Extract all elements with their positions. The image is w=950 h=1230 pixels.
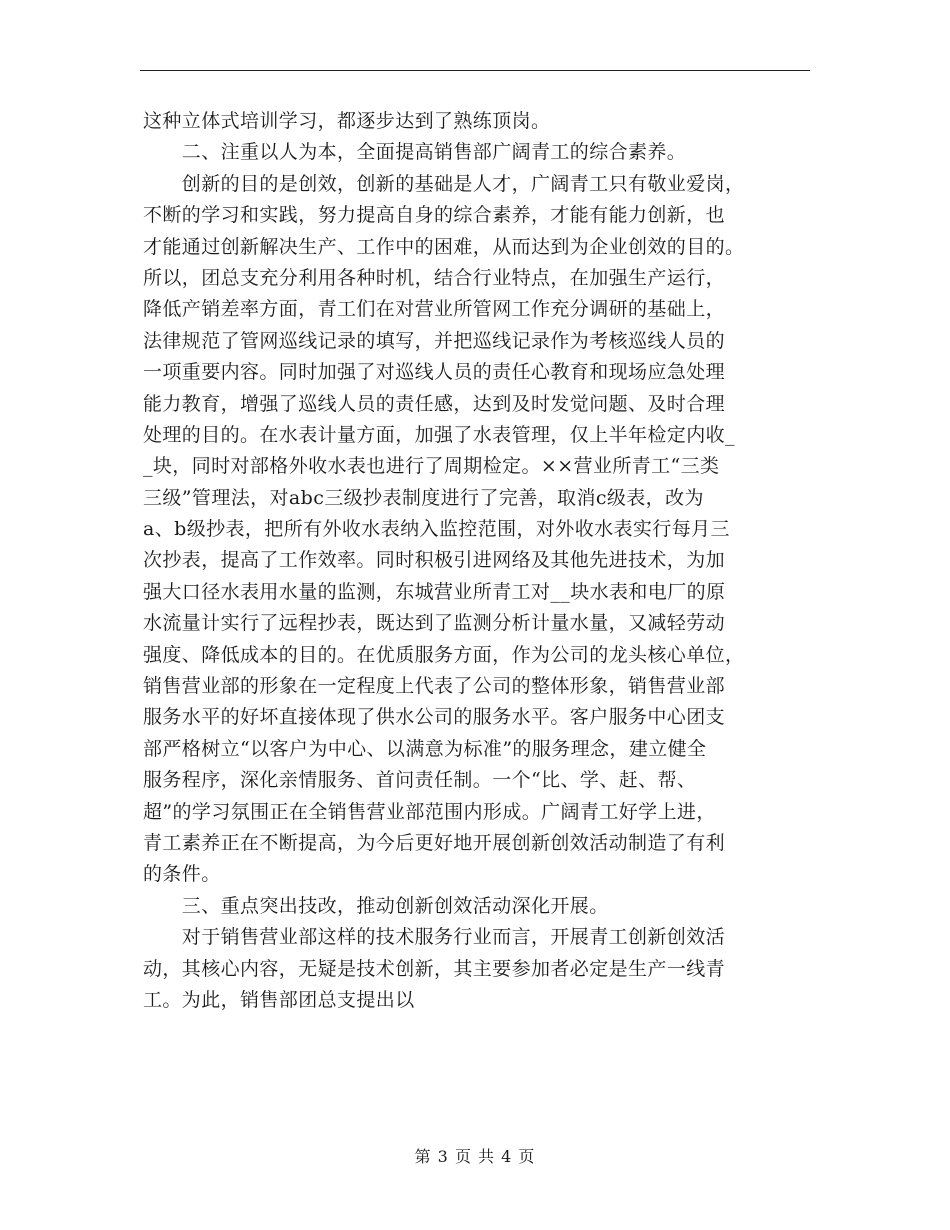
text-line: 服务程序，深化亲情服务、首问责任制。一个“比、学、赶、帮、 <box>143 769 697 792</box>
header-rule <box>140 70 810 71</box>
text-line: 处理的目的。在水表计量方面，加强了水表管理，仅上半年检定内收_ <box>143 423 735 446</box>
text-line: a、b级抄表，把所有外收水表纳入监控范围，对外收水表实行每月三 <box>143 518 730 541</box>
text-line: _块，同时对部格外收水表也进行了周期检定。××营业所青工“三类 <box>143 455 720 478</box>
section-heading: 二、注重以人为本，全面提高销售部广阔青工的综合素养。 <box>143 141 687 164</box>
text-line: 不断的学习和实践，努力提高自身的综合素养，才能有能力创新，也 <box>143 204 726 227</box>
text-line: 的条件。 <box>143 863 221 886</box>
text-line: 能力教育，增强了巡线人员的责任感，达到及时发觉问题、及时合理 <box>143 392 726 415</box>
text-line: 这种立体式培训学习，都逐步达到了熟练顶岗。 <box>143 110 551 132</box>
text-line: 青工素养正在不断提高，为今后更好地开展创新创效活动制造了有利 <box>143 831 726 854</box>
text-line: 降低产销差率方面，青工们在对营业所管网工作充分调研的基础上， <box>143 298 726 321</box>
text-line: 强大口径水表用水量的监测，东城营业所青工对__块水表和电厂的原 <box>143 580 726 603</box>
body-text <box>143 106 815 1016</box>
text-line: 服务水平的好坏直接体现了供水公司的服务水平。客户服务中心团支 <box>143 706 726 729</box>
text-line: 部严格树立“以客户为中心、以满意为标准”的服务理念，建立健全 <box>143 737 707 760</box>
text-line: 超”的学习氛围正在全销售营业部范围内形成。广阔青工好学上进， <box>143 800 716 823</box>
text-line: 法律规范了管网巡线记录的填写，并把巡线记录作为考核巡线人员的 <box>143 329 726 352</box>
text-line: 工。为此，销售部团总支提出以 <box>143 988 415 1011</box>
text-line: 才能通过创新解决生产、工作中的困难，从而达到为企业创效的目的。 <box>143 235 745 258</box>
text-line: 三级”管理法，对abc三级抄表制度进行了完善，取消c级表，改为 <box>143 486 704 509</box>
text-line: 水流量计实行了远程抄表，既达到了监测分析计量水量，又减轻劳动 <box>143 612 726 635</box>
text-line: 一项重要内容。同时加强了对巡线人员的责任心教育和现场应急处理 <box>143 361 726 384</box>
text-line: 次抄表，提高了工作效率。同时积极引进网络及其他先进技术，为加 <box>143 549 726 572</box>
text-line: 所以，团总支充分利用各种时机，结合行业特点，在加强生产运行， <box>143 266 726 289</box>
text-line: 销售营业部的形象在一定程度上代表了公司的整体形象，销售营业部 <box>143 675 726 698</box>
text-line: 对于销售营业部这样的技术服务行业而言，开展青工创新创效活 <box>143 926 726 949</box>
text-line: 动，其核心内容，无疑是技术创新，其主要参加者必定是生产一线青 <box>143 957 726 980</box>
text-line: 创新的目的是创效，创新的基础是人才，广阔青工只有敬业爱岗， <box>143 172 745 195</box>
section-heading: 三、重点突出技改，推动创新创效活动深化开展。 <box>143 894 609 917</box>
page-number-footer: 第 3 页 共 4 页 <box>414 1147 536 1166</box>
text-line: 强度、降低成本的目的。在优质服务方面，作为公司的龙头核心单位， <box>143 643 745 666</box>
